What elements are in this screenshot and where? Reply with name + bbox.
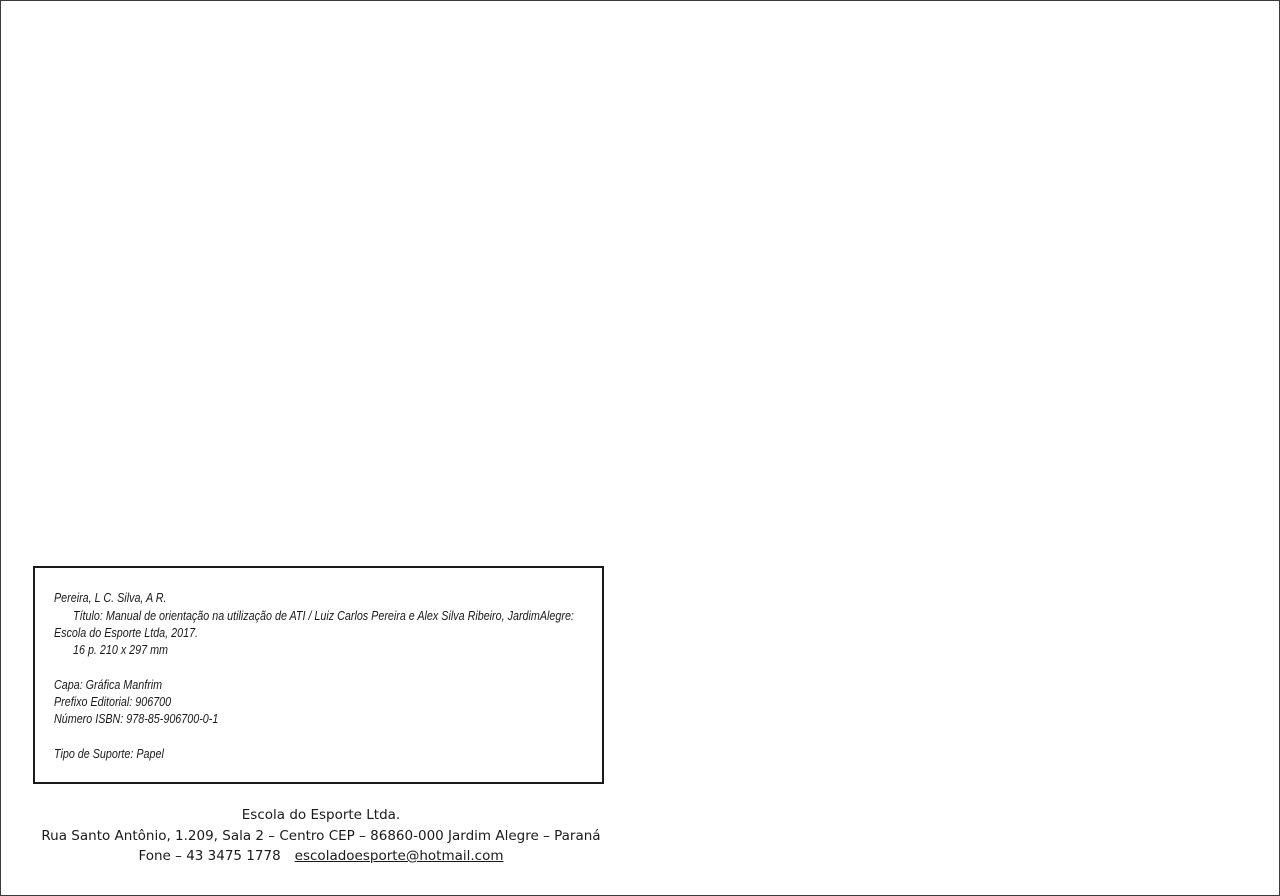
catalog-authors: Pereira, L C. Silva, A R. [54, 591, 167, 605]
catalog-isbn: Número ISBN: 978-85-906700-0-1 [54, 712, 219, 726]
publisher-email-link[interactable]: escoladoesporte@hotmail.com [294, 848, 504, 864]
catalog-title-line: Título: Manual de orientação na utilização de ATI / Luiz Carlos Pereira e Alex Silva Ribeiro, JardimAlegre: [73, 609, 574, 623]
catalog-cover: Capa: Gráfica Manfrim [54, 678, 163, 692]
catalog-publisher-line: Escola do Esporte Ltda, 2017. [54, 626, 199, 640]
publisher-phone: Fone – 43 3475 1778 [138, 848, 281, 864]
publisher-contact [41, 846, 601, 867]
publisher-footer [41, 805, 601, 867]
catalog-record-box [33, 566, 604, 784]
catalog-pages-line: 16 p. 210 x 297 mm [73, 643, 169, 657]
publisher-name: Escola do Esporte Ltda. [241, 807, 401, 823]
catalog-support: Tipo de Suporte: Papel [54, 747, 164, 761]
catalog-prefix: Prefixo Editorial: 906700 [54, 695, 172, 709]
publisher-address: Rua Santo Antônio, 1.209, Sala 2 – Centro CEP – 86860-000 Jardim Alegre – Paraná [41, 827, 601, 844]
